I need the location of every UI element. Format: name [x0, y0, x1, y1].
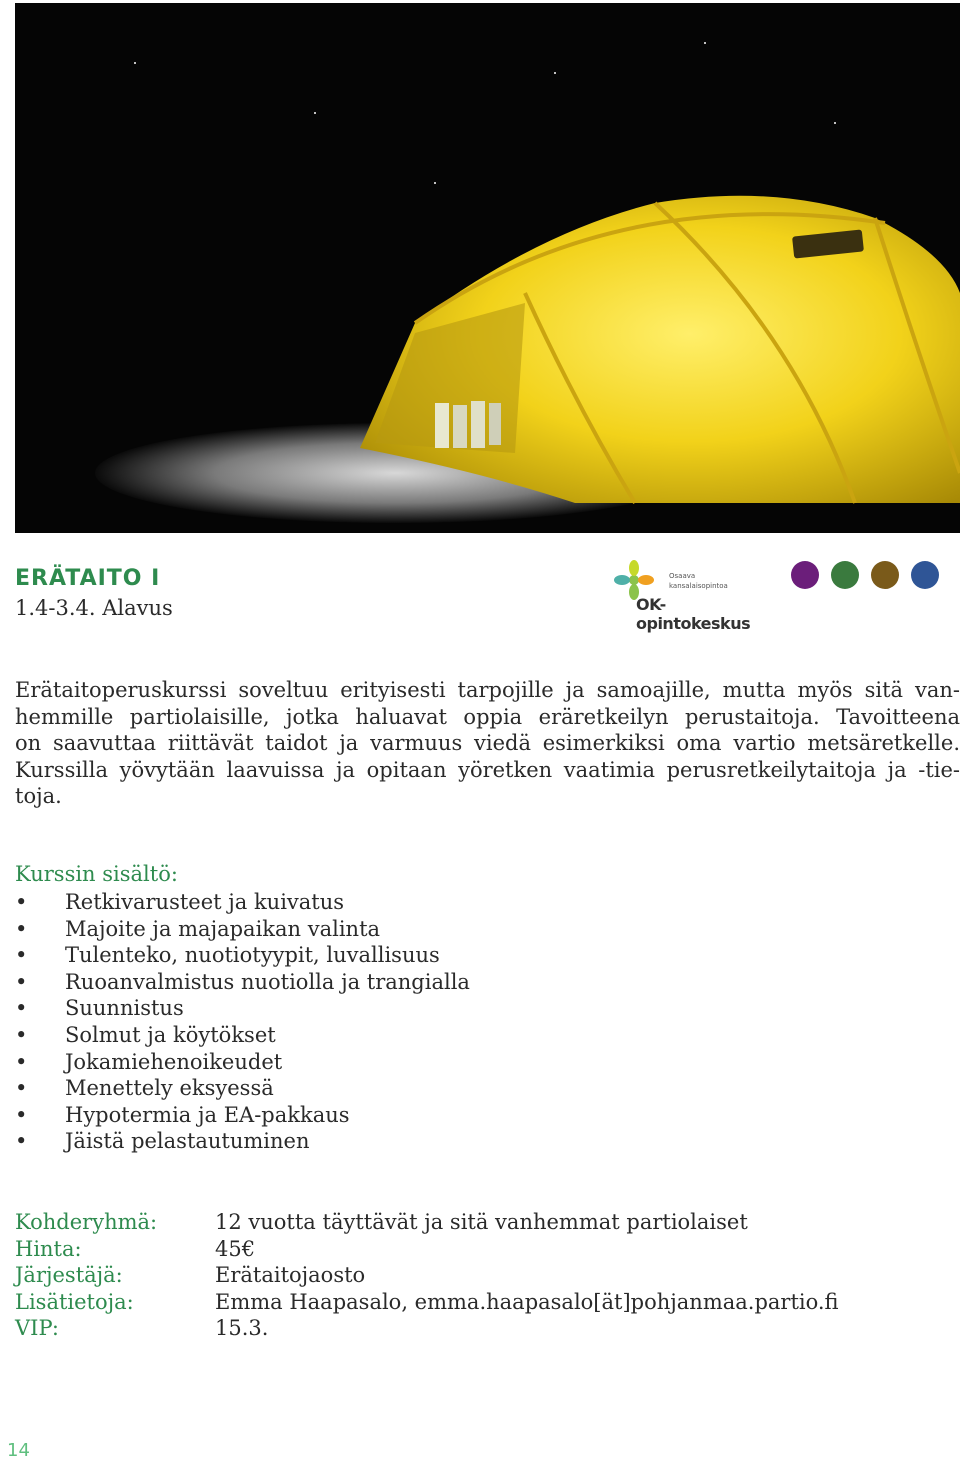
- list-item: [15, 1075, 470, 1102]
- page-number: 14: [7, 1440, 30, 1461]
- logo-name: OK-opintokeskus: [636, 595, 751, 633]
- course-date-location: 1.4-3.4. Alavus: [15, 596, 173, 620]
- list-item: [15, 942, 470, 969]
- list-item-text: Hypotermia ja EA-pakkaus: [65, 1102, 350, 1127]
- list-item-text: Solmut ja köytökset: [65, 1022, 276, 1047]
- list-item: [15, 1102, 470, 1129]
- bullet: •: [15, 1022, 28, 1047]
- bullet: •: [15, 890, 28, 914]
- bullet: •: [15, 969, 28, 994]
- list-item: [15, 1128, 470, 1155]
- info-row-organizer: [15, 1262, 839, 1289]
- intro-line: Kurssilla yövytään laavuissa ja opitaan yöretken vaatimia perusretkeilytaitoja ja -tie-: [15, 757, 960, 782]
- info-label: VIP:: [15, 1316, 59, 1341]
- info-value: 45€: [215, 1236, 256, 1261]
- dot-blue: [911, 561, 939, 589]
- list-item-text: Majoite ja majapaikan valinta: [65, 916, 381, 941]
- list-item: [15, 1049, 470, 1076]
- bullet: •: [15, 916, 28, 941]
- list-item-text: Jokamiehenoikeudet: [65, 1049, 283, 1074]
- logo-small-line2: kansalaisopintoa: [669, 582, 728, 590]
- logo-small-line1: Osaava: [669, 572, 696, 580]
- list-item: [15, 916, 470, 943]
- ok-opintokeskus-logo-icon: [614, 560, 654, 600]
- info-row-target-group: [15, 1209, 839, 1236]
- info-table: [15, 1209, 839, 1342]
- bullet: •: [15, 996, 28, 1021]
- bullet: •: [15, 1102, 28, 1127]
- content-heading: Kurssin sisältö:: [15, 862, 178, 886]
- bullet: •: [15, 943, 28, 968]
- intro-line: Erätaitoperuskurssi soveltuu erityisesti tarpojille ja samoajille, mutta myös sitä van-: [15, 678, 960, 702]
- list-item-text: Ruoanvalmistus nuotiolla ja trangialla: [65, 969, 470, 994]
- list-item-text: Suunnistus: [65, 996, 184, 1021]
- bullet: •: [15, 1129, 28, 1154]
- info-value: Emma Haapasalo, emma.haapasalo[ät]pohjanmaa.partio.fi: [215, 1289, 839, 1314]
- dot-brown: [871, 561, 899, 589]
- info-label: Kohderyhmä:: [15, 1210, 158, 1234]
- content-list: [15, 889, 470, 1155]
- dot-green: [831, 561, 859, 589]
- list-item: [15, 969, 470, 996]
- category-dots: [791, 561, 939, 591]
- bullet: •: [15, 1076, 28, 1101]
- info-row-more-info: [15, 1289, 839, 1316]
- dot-purple: [791, 561, 819, 589]
- info-label: Hinta:: [15, 1236, 82, 1261]
- intro-line: on saavuttaa riittävät taidot ja varmuus viedä esimerkiksi oma vartio metsäretkelle.: [15, 731, 960, 756]
- list-item-text: Menettely eksyessä: [65, 1076, 274, 1101]
- hero-photo: [15, 3, 960, 533]
- tent-night-photo-icon: [15, 3, 960, 533]
- course-title: ERÄTAITO I: [15, 566, 161, 591]
- info-value: Erätaitojaosto: [215, 1263, 366, 1288]
- bullet: •: [15, 1049, 28, 1074]
- list-item: [15, 995, 470, 1022]
- info-label: Lisätietoja:: [15, 1289, 134, 1314]
- info-value: 15.3.: [215, 1316, 269, 1341]
- info-row-vip: [15, 1315, 839, 1342]
- list-item: [15, 1022, 470, 1049]
- intro-line: toja.: [15, 784, 62, 809]
- info-value: 12 vuotta täyttävät ja sitä vanhemmat partiolaiset: [215, 1210, 748, 1234]
- list-item-text: Tulenteko, nuotiotyypit, luvallisuus: [65, 943, 440, 968]
- ok-opintokeskus-logo: [614, 560, 774, 633]
- list-item: [15, 889, 470, 916]
- intro-line: hemmille partiolaisille, jotka haluavat oppia eräretkeilyn perustaitoja. Tavoitteena: [15, 704, 960, 729]
- list-item-text: Retkivarusteet ja kuivatus: [65, 890, 345, 914]
- list-item-text: Jäistä pelastautuminen: [65, 1129, 310, 1154]
- info-row-price: [15, 1236, 839, 1263]
- info-label: Järjestäjä:: [15, 1263, 123, 1288]
- intro-paragraph: [15, 677, 960, 810]
